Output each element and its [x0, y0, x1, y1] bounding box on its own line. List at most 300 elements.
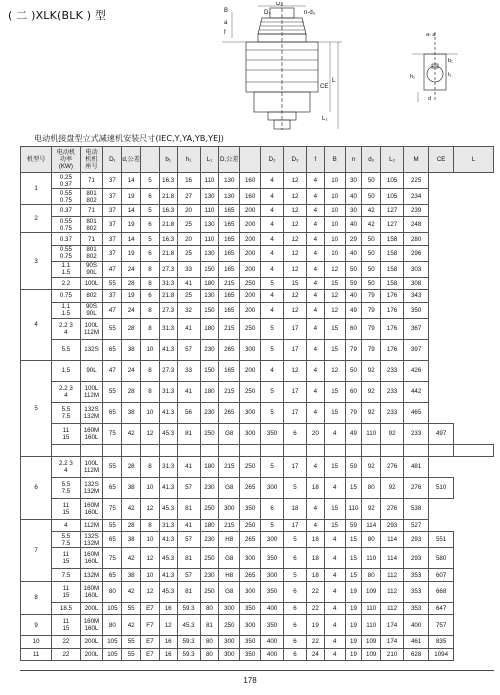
table-cell: 16 — [159, 636, 177, 648]
table-row — [21, 477, 494, 498]
table-row — [21, 444, 494, 456]
table-cell: 11 15 — [52, 615, 80, 636]
table-cell: 28 — [122, 456, 141, 477]
table-cell: 65 — [103, 339, 122, 360]
table-cell: 110 — [362, 602, 381, 614]
table-cell: 19 — [345, 602, 362, 614]
table-cell: 112M — [80, 519, 103, 531]
dimension-table — [20, 146, 494, 661]
table-cell: 1 — [21, 173, 52, 205]
table-cell: 10 — [324, 173, 345, 189]
table-cell: 79 — [362, 302, 381, 318]
table-cell: 57 — [177, 532, 200, 548]
table-cell: 5 — [261, 456, 284, 477]
table-cell: 15 — [324, 456, 345, 477]
table-cell: 12 — [284, 261, 307, 277]
table-cell: 481 — [404, 456, 429, 477]
table-cell: 19 — [122, 189, 141, 205]
table-cell: 11 — [21, 648, 52, 660]
label-d2: D₂ — [276, 2, 283, 7]
table-cell: 400 — [404, 615, 429, 636]
table-cell: 11 15 — [52, 498, 80, 519]
table-cell: 4 — [307, 360, 325, 381]
table-cell: 1094 — [429, 648, 454, 660]
table-cell: 19 — [307, 615, 325, 636]
table-cell: 132M — [80, 569, 103, 581]
table-cell: 17 — [284, 318, 307, 339]
table-cell: G8 — [219, 477, 240, 498]
table-cell: 10 — [324, 245, 345, 261]
table-cell: 50 — [362, 261, 381, 277]
table-cell: 4 — [307, 173, 325, 189]
table-cell: 50 — [362, 233, 381, 245]
table-cell: 4 — [307, 217, 325, 233]
table-cell: 250 — [240, 456, 261, 477]
label-a: a — [224, 20, 228, 26]
table-cell: 24 — [307, 648, 325, 660]
table-cell: 276 — [404, 477, 429, 498]
table-cell: 55 — [103, 277, 122, 289]
table-cell: 80 — [200, 636, 219, 648]
table-cell: 18 — [307, 548, 325, 569]
table-cell: 200L — [80, 648, 103, 660]
table-cell: 233 — [404, 423, 429, 444]
table-cell: 15 — [324, 339, 345, 360]
table-cell: 4 — [324, 615, 345, 636]
table-cell: 71 — [80, 173, 103, 189]
table-cell: 6 — [284, 548, 307, 569]
table-cell: 110 — [200, 205, 219, 217]
table-cell: 265 — [219, 402, 240, 423]
table-cell: 4 — [261, 261, 284, 277]
table-cell: 79 — [362, 290, 381, 302]
table-cell: 10 — [324, 217, 345, 233]
table-cell: 16 — [177, 173, 200, 189]
table-cell: 92 — [362, 498, 381, 519]
table-row — [21, 519, 494, 531]
table-cell: 233 — [381, 402, 404, 423]
table-cell: 180 — [200, 318, 219, 339]
table-cell: 250 — [240, 318, 261, 339]
table-cell: 8 — [21, 581, 52, 614]
table-cell: 6 — [141, 189, 160, 205]
table-cell: 114 — [381, 532, 404, 548]
table-cell: 24 — [122, 302, 141, 318]
label-aa: a- a — [426, 32, 436, 38]
table-cell: 15 — [345, 477, 362, 498]
table-cell: 10 — [324, 233, 345, 245]
table-cell: 55 — [103, 519, 122, 531]
table-cell: 28 — [122, 519, 141, 531]
table-cell: 50 — [362, 245, 381, 261]
column-header: n — [345, 147, 362, 173]
table-cell: 150 — [200, 302, 219, 318]
table-cell: 250 — [240, 277, 261, 289]
table-cell: 350 — [240, 602, 261, 614]
table-cell: 497 — [429, 423, 454, 444]
table-cell: 4 — [261, 205, 284, 217]
table-cell: 17 — [284, 402, 307, 423]
table-cell: 21.8 — [159, 217, 177, 233]
table-cell: 45.3 — [159, 423, 177, 444]
table-cell: 350 — [261, 615, 284, 636]
table-cell: 293 — [404, 548, 429, 569]
table-cell: 165 — [219, 360, 240, 381]
table-cell: 4 — [324, 423, 345, 444]
table-cell: 150 — [200, 360, 219, 381]
table-cell: 158 — [381, 233, 404, 245]
table-cell: 8 — [141, 277, 160, 289]
table-cell: 24 — [122, 261, 141, 277]
table-cell: 28 — [122, 381, 141, 402]
table-cell: 180 — [200, 277, 219, 289]
table-cell: 160 — [240, 189, 261, 205]
table-cell: 18.5 — [52, 602, 80, 614]
table-cell: 300 — [240, 581, 261, 602]
table-cell: 8 — [141, 456, 160, 477]
table-cell: 4 — [261, 245, 284, 261]
table-cell: 210 — [381, 648, 404, 660]
table-cell: 6 — [284, 581, 307, 602]
table-cell: 215 — [219, 456, 240, 477]
table-cell: 580 — [429, 548, 454, 569]
table-cell: 10 — [141, 402, 160, 423]
table-cell: 81 — [177, 423, 200, 444]
table-cell: 12 — [284, 205, 307, 217]
table-cell: 41 — [177, 519, 200, 531]
table-cell: 5 — [261, 402, 284, 423]
table-cell: 17 — [284, 519, 307, 531]
table-cell: 130 — [200, 189, 219, 205]
table-cell: 60 — [345, 318, 362, 339]
table-cell: 79 — [345, 402, 362, 423]
table-cell: 81 — [177, 498, 200, 519]
table-cell: 239 — [404, 205, 429, 217]
table-cell: 397 — [404, 339, 429, 360]
table-cell: 57 — [177, 477, 200, 498]
table-cell: 5 — [141, 173, 160, 189]
table-cell — [80, 444, 103, 456]
table-cell: 15 — [324, 277, 345, 289]
table-cell: 31.3 — [159, 381, 177, 402]
table-cell: 65 — [103, 477, 122, 498]
table-cell: 4 — [307, 205, 325, 217]
table-cell: 47 — [103, 261, 122, 277]
table-cell: 7.5 — [52, 569, 80, 581]
table-row — [21, 498, 494, 519]
table-cell: 55 — [122, 648, 141, 660]
table-cell: 57 — [177, 339, 200, 360]
table-cell: 300 — [219, 636, 240, 648]
label-b: B — [224, 8, 229, 14]
table-cell: 174 — [381, 636, 404, 648]
table-cell — [200, 444, 219, 456]
table-body — [21, 173, 494, 661]
table-cell: 4 — [307, 245, 325, 261]
table-cell: 230 — [200, 402, 219, 423]
table-cell: 59.3 — [177, 636, 200, 648]
table-cell: 92 — [362, 381, 381, 402]
table-cell: 200 — [240, 360, 261, 381]
table-cell: 81 — [177, 548, 200, 569]
table-cell: 12 — [284, 245, 307, 261]
column-header — [240, 147, 261, 173]
table-cell: 110 — [200, 233, 219, 245]
table-cell: 5 — [284, 477, 307, 498]
table-row — [21, 302, 494, 318]
table-cell: 130 — [200, 217, 219, 233]
table-cell: 15 — [324, 318, 345, 339]
table-cell: 400 — [261, 648, 284, 660]
table-cell: 50 — [345, 360, 362, 381]
table-cell: 109 — [362, 636, 381, 648]
label-f: f — [224, 30, 226, 36]
table-cell: 303 — [404, 261, 429, 277]
label-d1: D₁ — [264, 10, 271, 16]
table-cell: 110 — [345, 498, 362, 519]
table-cell: 4 — [324, 602, 345, 614]
table-cell: 4 — [324, 569, 345, 581]
table-cell: 3 — [21, 233, 52, 290]
table-cell: 37 — [103, 189, 122, 205]
table-cell: 127 — [381, 217, 404, 233]
table-cell: 0.55 0.75 — [52, 217, 80, 233]
table-cell: 16 — [159, 648, 177, 660]
table-cell — [324, 444, 345, 456]
table-cell: 92 — [381, 423, 404, 444]
table-cell: 1.1 1.5 — [52, 261, 80, 277]
table-cell — [381, 444, 404, 456]
table-cell: 2 — [21, 205, 52, 233]
table-cell: 41.3 — [159, 339, 177, 360]
table-cell: 4 — [307, 189, 325, 205]
table-cell: 12 — [284, 360, 307, 381]
table-cell: 19 — [345, 581, 362, 602]
table-cell: 15 — [324, 519, 345, 531]
table-cell: 5 — [261, 277, 284, 289]
table-cell: 50 — [362, 173, 381, 189]
table-cell: 1.5 — [52, 360, 80, 381]
table-cell: 55 — [122, 602, 141, 614]
table-cell: 250 — [219, 615, 240, 636]
table-cell: 42 — [362, 217, 381, 233]
table-cell: G8 — [219, 423, 240, 444]
column-header: D₃ — [284, 147, 307, 173]
label-h1: h₁ — [410, 74, 415, 80]
table-cell: 75 — [103, 548, 122, 569]
table-cell: 81 — [177, 581, 200, 602]
table-cell: 158 — [381, 261, 404, 277]
table-cell: 12 — [284, 189, 307, 205]
table-cell: 42 — [122, 581, 141, 602]
table-cell: 400 — [261, 602, 284, 614]
dimension-table-wrap — [20, 146, 494, 661]
table-cell: 165 — [219, 205, 240, 217]
table-cell: 10 — [141, 339, 160, 360]
table-cell: 5 — [284, 532, 307, 548]
table-cell: 160M 160L — [80, 581, 103, 602]
table-cell: 11 15 — [52, 548, 80, 569]
table-cell: 200 — [240, 245, 261, 261]
table-cell: 28 — [122, 318, 141, 339]
table-cell: 300 — [219, 648, 240, 660]
table-row — [21, 402, 494, 423]
table-cell: 16.3 — [159, 205, 177, 217]
table-cell: 12 — [284, 290, 307, 302]
table-cell: 176 — [381, 290, 404, 302]
table-cell: 4 — [307, 318, 325, 339]
table-cell: 0.25 0.37 — [52, 173, 80, 189]
table-cell: 41.3 — [159, 532, 177, 548]
table-cell: 81 — [200, 615, 219, 636]
table-cell: 367 — [404, 318, 429, 339]
table-cell: G8 — [219, 581, 240, 602]
table-row — [21, 360, 494, 381]
table-cell: 79 — [362, 318, 381, 339]
table-cell: 276 — [381, 498, 404, 519]
table-row — [21, 245, 494, 261]
table-cell: 65 — [103, 402, 122, 423]
table-cell: 15 — [284, 277, 307, 289]
table-cell: 100L 112M — [80, 381, 103, 402]
table-cell: 15 — [324, 381, 345, 402]
table-cell: 200 — [240, 302, 261, 318]
table-cell: 12 — [284, 233, 307, 245]
table-cell — [141, 444, 160, 456]
column-header: 电动机 功率 (KW) — [52, 147, 80, 173]
table-cell: 6 — [284, 636, 307, 648]
table-cell: 80 — [200, 602, 219, 614]
table-row — [21, 217, 494, 233]
table-cell: 49 — [345, 423, 362, 444]
table-cell: 300 — [261, 532, 284, 548]
table-cell: 110 — [362, 548, 381, 569]
table-cell: 353 — [404, 581, 429, 602]
table-cell: 27.3 — [159, 261, 177, 277]
table-cell: 21.8 — [159, 245, 177, 261]
table-cell: 11 15 — [52, 423, 80, 444]
table-cell: 4 — [307, 233, 325, 245]
table-cell: 130 — [219, 189, 240, 205]
column-header: D₁ — [103, 147, 122, 173]
table-cell: 80 — [103, 581, 122, 602]
column-header: d,公差 — [122, 147, 141, 173]
table-cell: 757 — [429, 615, 454, 636]
table-cell: 0.37 — [52, 205, 80, 217]
table-cell: 300 — [261, 477, 284, 498]
table-cell: 160 — [240, 173, 261, 189]
table-cell: 105 — [103, 636, 122, 648]
table-cell: 19 — [122, 290, 141, 302]
table-cell: 38 — [122, 569, 141, 581]
table-cell: 55 — [103, 456, 122, 477]
table-row — [21, 318, 494, 339]
table-cell: 200 — [240, 205, 261, 217]
table-cell: 22 — [52, 648, 80, 660]
column-header: M — [404, 147, 429, 173]
table-cell: 90L — [80, 360, 103, 381]
table-cell: 4 — [52, 519, 80, 531]
table-cell: 42 — [122, 423, 141, 444]
table-cell: 7 — [21, 519, 52, 581]
table-cell: 6 — [284, 648, 307, 660]
table-cell: 293 — [381, 519, 404, 531]
table-cell: 200L — [80, 602, 103, 614]
table-cell: 55 — [103, 381, 122, 402]
table-cell: 4 — [324, 532, 345, 548]
table-cell: 30 — [345, 173, 362, 189]
table-cell: 4 — [307, 302, 325, 318]
table-cell: 71 — [80, 233, 103, 245]
table-cell: 5 — [261, 519, 284, 531]
table-row — [21, 532, 494, 548]
table-cell: 0.37 — [52, 233, 80, 245]
table-cell: 41 — [177, 381, 200, 402]
label-n-d3: n-d₃ — [304, 10, 316, 16]
table-cell: 38 — [122, 477, 141, 498]
table-cell: 442 — [404, 381, 429, 402]
table-cell: 12 — [324, 261, 345, 277]
label-ce: CE — [320, 84, 329, 90]
table-cell: 4 — [324, 636, 345, 648]
table-cell: 150 — [200, 261, 219, 277]
shaft-detail-drawing — [408, 28, 464, 104]
table-cell: F7 — [141, 615, 160, 636]
table-cell — [454, 444, 494, 456]
table-cell: 130 — [200, 245, 219, 261]
table-cell: 19 — [122, 245, 141, 261]
table-cell: 31.3 — [159, 318, 177, 339]
table-cell: 265 — [240, 532, 261, 548]
table-cell: 8 — [141, 519, 160, 531]
reducer-drawing — [222, 2, 342, 130]
table-cell: 276 — [381, 456, 404, 477]
column-header: CE — [429, 147, 454, 173]
table-cell: 31.3 — [159, 277, 177, 289]
table-cell: 4 — [261, 217, 284, 233]
table-cell: 353 — [404, 569, 429, 581]
table-cell: 160M 160L — [80, 615, 103, 636]
table-cell: 27 — [177, 189, 200, 205]
table-cell: 80 — [362, 477, 381, 498]
table-cell — [261, 444, 284, 456]
table-cell: 12 — [324, 302, 345, 318]
table-cell: 38 — [122, 532, 141, 548]
table-cell: 105 — [103, 602, 122, 614]
table-cell: 45.3 — [159, 498, 177, 519]
table-cell: 308 — [404, 277, 429, 289]
table-cell: H8 — [219, 569, 240, 581]
table-cell: 33 — [177, 360, 200, 381]
table-cell: 300 — [219, 498, 240, 519]
table-cell: 49 — [345, 302, 362, 318]
table-cell: 41 — [177, 456, 200, 477]
table-cell: 12 — [284, 217, 307, 233]
table-cell: 8 — [141, 261, 160, 277]
table-cell: 802 — [80, 290, 103, 302]
table-cell: 668 — [429, 581, 454, 602]
table-cell: 8 — [141, 360, 160, 381]
table-cell: 22 — [307, 602, 325, 614]
table-cell: 14 — [122, 173, 141, 189]
table-cell: 75 — [103, 498, 122, 519]
table-cell: 2.2 3 4 — [52, 381, 80, 402]
table-cell: 250 — [200, 548, 219, 569]
table-cell: 40 — [345, 290, 362, 302]
table-cell: 180 — [200, 381, 219, 402]
table-cell: 6 — [21, 456, 52, 519]
table-cell: 47 — [103, 360, 122, 381]
